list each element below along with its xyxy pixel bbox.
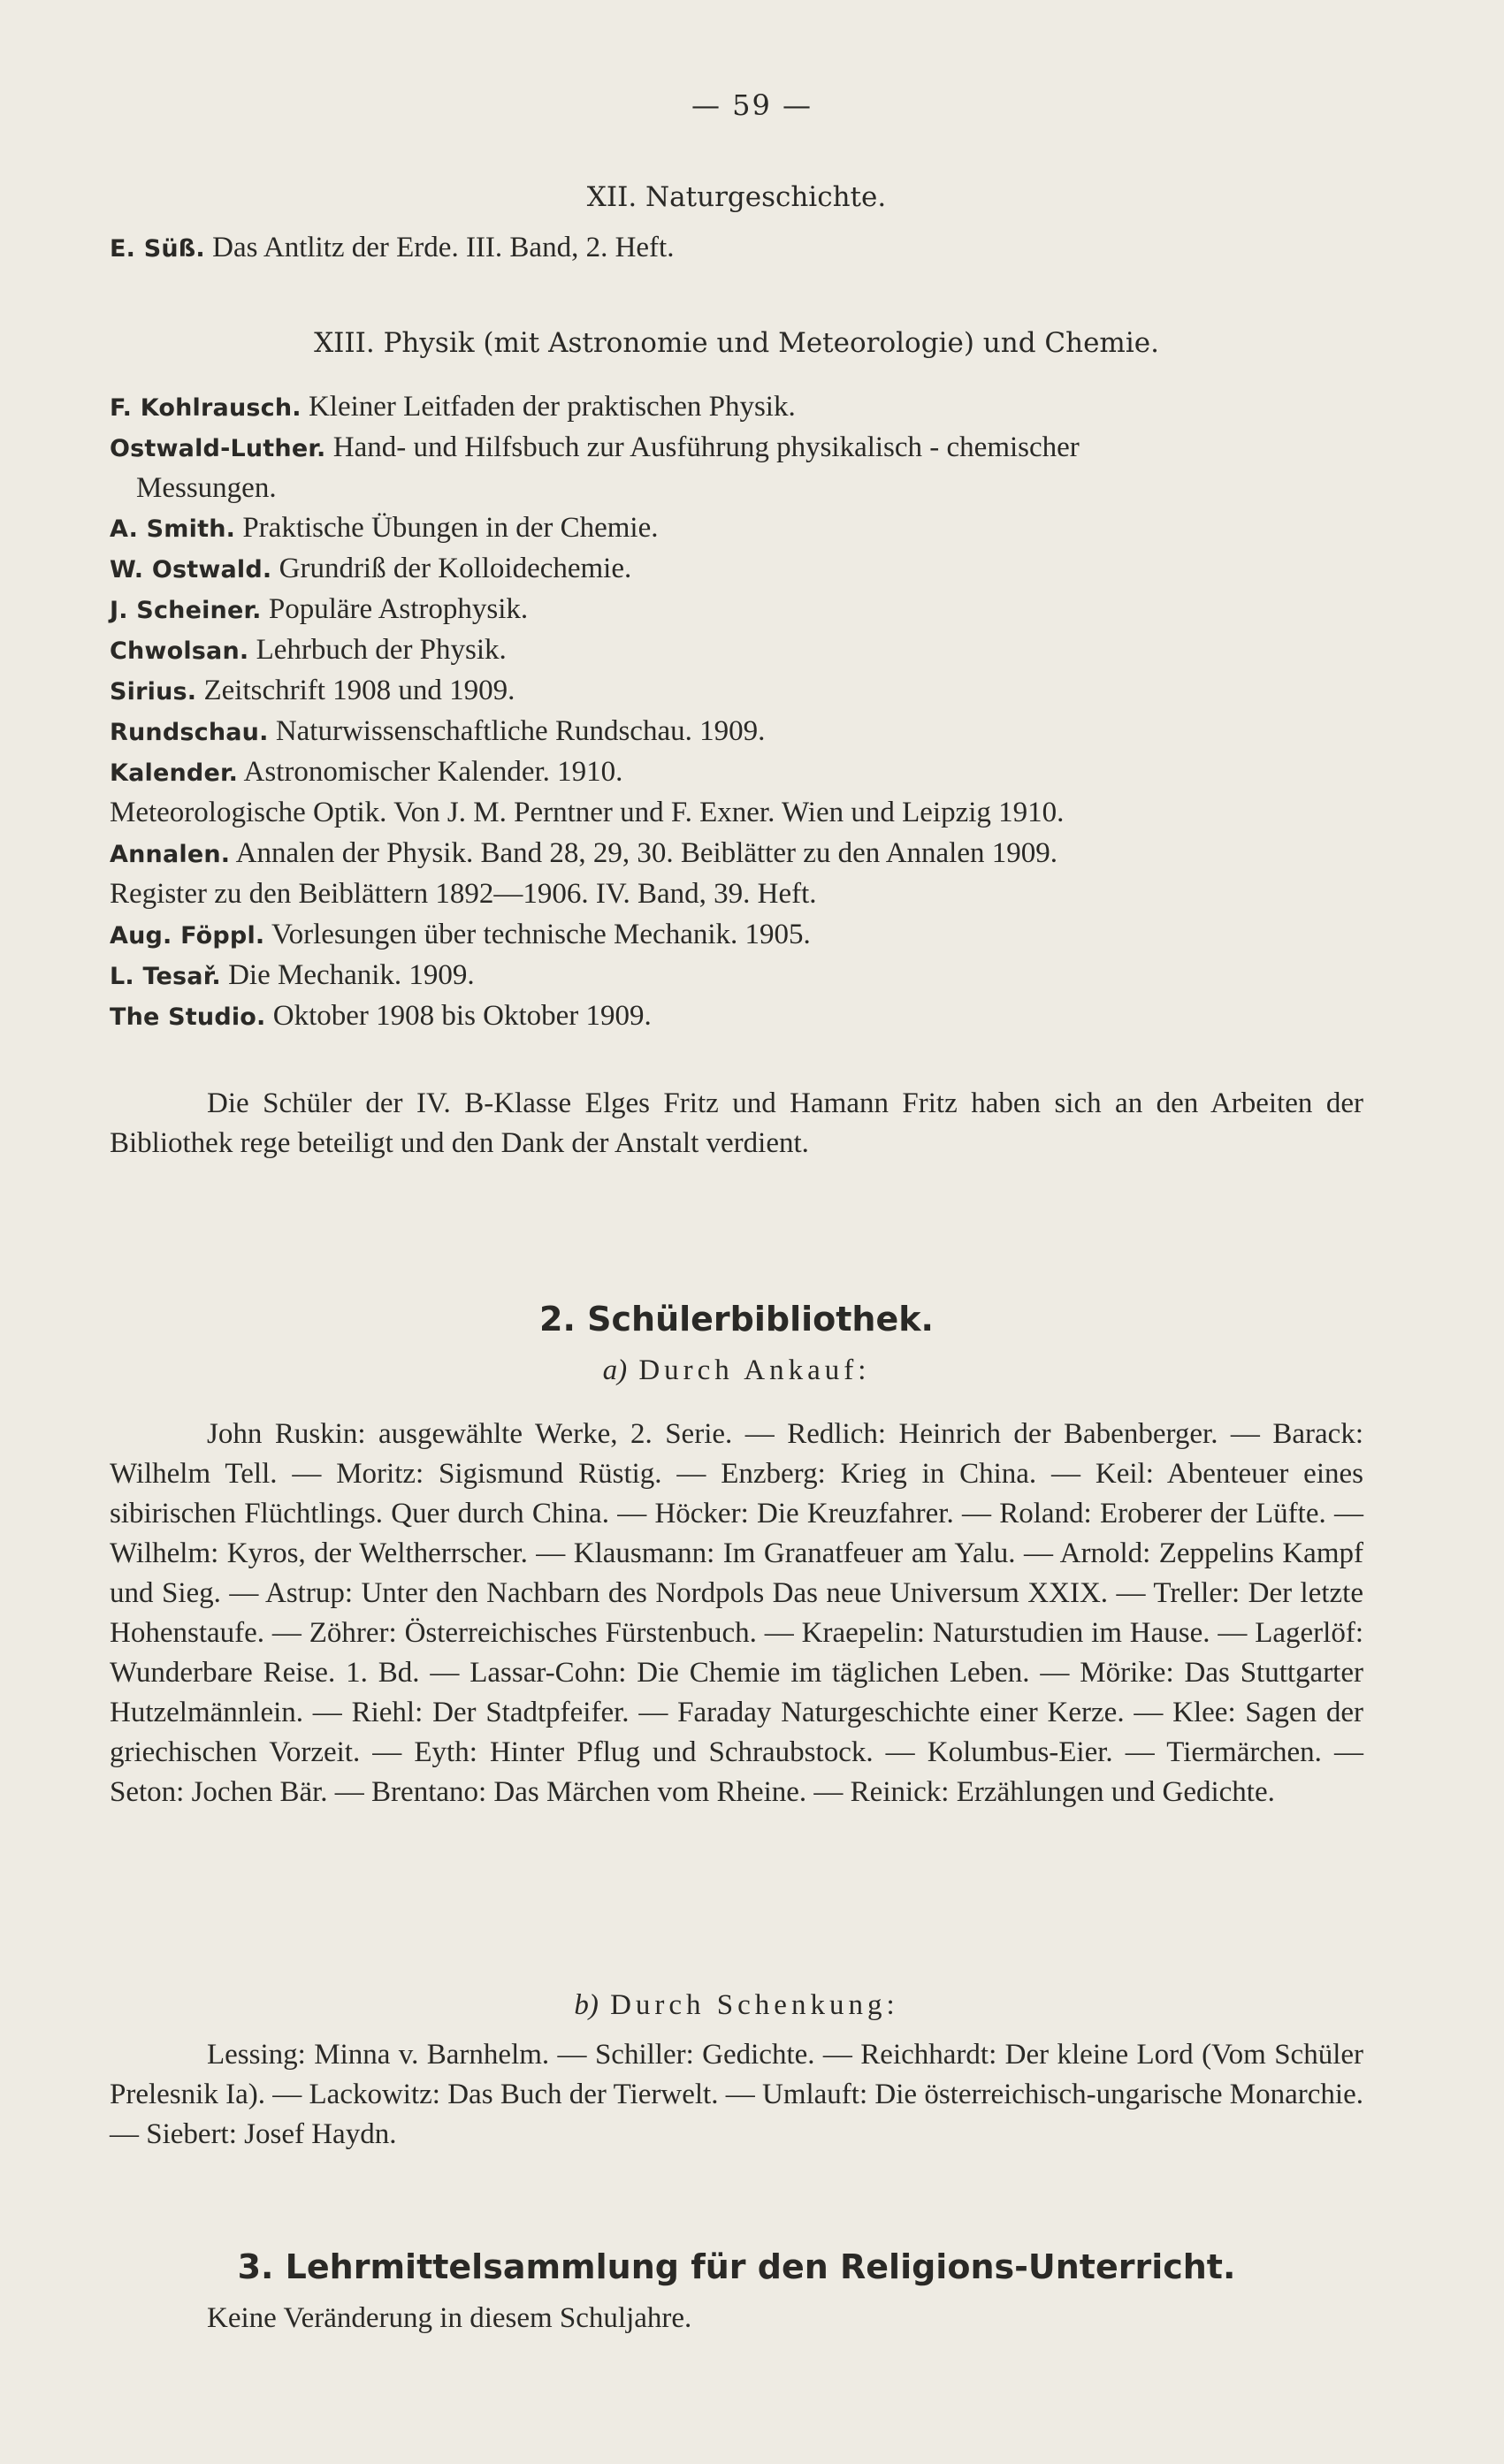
library-note — [110, 1084, 1363, 1163]
entry-text: Lehrbuch der Physik. — [248, 634, 507, 666]
entry-text: Grundriß der Kolloidechemie. — [271, 553, 632, 584]
subsection-b-heading — [110, 1989, 1363, 2022]
list-item — [110, 793, 1363, 834]
note-paragraph: Die Schüler der IV. B-Klasse Elges Fritz und Hamann Fritz haben sich an den Arbeiten der Bibliothek rege beteiligt und den Dank der Anstalt verdient. — [110, 1087, 1363, 1159]
entry-text: Naturwissenschaftliche Rundschau. 1909. — [268, 715, 766, 747]
entry-author: W. Ostwald. — [110, 556, 272, 584]
section-heading-3: 3. Lehrmittelsammlung für den Religions-Unterricht. — [237, 2247, 1236, 2286]
entry-text: Hand- und Hilfsbuch zur Ausführung physikalisch - chemischer — [325, 431, 1080, 463]
entry-text: Kleiner Leitfaden der praktischen Physik. — [301, 391, 796, 423]
entry-text: Zeitschrift 1908 und 1909. — [196, 675, 515, 706]
list-item — [110, 671, 1363, 712]
page-number: — 59 — — [691, 88, 813, 122]
entry-author: Kalender. — [110, 759, 239, 787]
entry-text: Register zu den Beiblättern 1892—1906. IV. Band, 39. Heft. — [110, 878, 817, 910]
entry-text: Meteorologische Optik. Von J. M. Perntner und F. Exner. Wien und Leipzig 1910. — [110, 797, 1065, 828]
entry-author: Chwolsan. — [110, 637, 249, 665]
entry-text: Vorlesungen über technische Mechanik. 1905. — [264, 919, 811, 950]
list-item — [110, 590, 1363, 630]
entry-text: Oktober 1908 bis Oktober 1909. — [265, 1000, 652, 1032]
entry-author: L. Tesař. — [110, 963, 221, 990]
list-item — [110, 549, 1363, 590]
entry-text: Astronomischer Kalender. 1910. — [238, 756, 623, 788]
section-heading-xii: XII. Naturgeschichte. — [586, 181, 887, 213]
subsection-b-title: Durch Schenkung: — [610, 1989, 899, 2021]
entry-author: Aug. Föppl. — [110, 922, 265, 950]
entry-author: Rundschau. — [110, 719, 269, 746]
subsection-a-body — [110, 1415, 1363, 1812]
physik-list — [110, 387, 1363, 1037]
subsection-a-title: Durch Ankauf: — [638, 1354, 871, 1386]
list-item — [110, 752, 1363, 793]
subsection-a-text: John Ruskin: ausgewählte Werke, 2. Serie. — Redlich: Heinrich der Babenberger. — Barack: Wilhelm Tell. — Moritz: Sigismund Rüstig. — Enzberg: Krieg in China. — Keil: Abenteuer eines sibirischen Flüchtlings. Quer durch China. — Höcker: Die Kreuzfahrer. — Roland: Eroberer der Lüfte. — Wilhelm: Kyros, der Weltherrscher. — Klausmann: Im Granatfeuer am Yalu. — Arnold: Zeppelins Kampf und Sieg. — Astrup: Unter den Nachbarn des Nordpols Das neue Universum XXIX. — Treller: Der letzte Hohenstaufe. — Zöhrer: Österreichisches Fürstenbuch. — Kraepelin: Naturstudien im Hause. — Lagerlöf: Wunderbare Reise. 1. Bd. — Lassar-Cohn: Die Chemie im täglichen Leben. — Mörike: Das Stuttgarter Hutzelmännlein. — Riehl: Der Stadtpfeifer. — Faraday Naturgeschichte einer Kerze. — Klee: Sagen der griechischen Vorzeit. — Eyth: Hinter Pflug und Schraubstock. — Kolumbus-Eier. — Tiermärchen. — Seton: Jochen Bär. — Brentano: Das Märchen vom Rheine. — Reinick: Erzählungen und Gedichte. — [110, 1418, 1363, 1808]
list-item — [110, 508, 1363, 549]
list-item — [110, 996, 1363, 1037]
entry-text: Das Antlitz der Erde. III. Band, 2. Heft. — [204, 232, 675, 263]
list-item — [110, 228, 1363, 269]
subsection-a-heading — [110, 1354, 1363, 1387]
section-heading-xiii: XIII. Physik (mit Astronomie und Meteorologie) und Chemie. — [314, 327, 1159, 359]
entry-text: Praktische Übungen in der Chemie. — [235, 512, 659, 544]
section-religion — [110, 2247, 1363, 2286]
list-item — [110, 834, 1363, 874]
entry-author: Ostwald-Luther. — [110, 435, 326, 462]
entry-author: J. Scheiner. — [110, 597, 262, 624]
list-item — [110, 956, 1363, 996]
section-physik — [110, 327, 1363, 359]
list-item — [110, 630, 1363, 671]
entry-author: A. Smith. — [110, 515, 236, 543]
entry-author: The Studio. — [110, 1003, 266, 1031]
section-3-text: Keine Veränderung in diesem Schuljahre. — [207, 2302, 692, 2334]
entry-text: Populäre Astrophysik. — [261, 593, 529, 625]
entry-continuation: Messungen. — [136, 472, 277, 504]
naturgeschichte-list — [110, 228, 1363, 269]
entry-author: Sirius. — [110, 678, 197, 706]
list-item — [110, 915, 1363, 956]
section-naturgeschichte — [110, 181, 1363, 213]
section-schuelerbibliothek — [110, 1300, 1363, 1339]
entry-author: Annalen. — [110, 841, 231, 868]
entry-text: Die Mechanik. 1909. — [220, 959, 475, 991]
list-item — [110, 712, 1363, 752]
list-item — [110, 387, 1363, 428]
section-heading-2: 2. Schülerbibliothek. — [539, 1300, 934, 1339]
subsection-a-label: a) — [602, 1354, 628, 1386]
list-item — [110, 428, 1363, 508]
subsection-b-body — [110, 2035, 1363, 2155]
subsection-b-text: Lessing: Minna v. Barnhelm. — Schiller: Gedichte. — Reichhardt: Der kleine Lord (Vom Schüler Prelesnik Ia). — Lackowitz: Das Buch der Tierwelt. — Umlauft: Die österreichisch-ungarische Monarchie. — Siebert: Josef Haydn. — [110, 2039, 1363, 2150]
list-item — [110, 874, 1363, 915]
subsection-b-label: b) — [574, 1989, 599, 2021]
section-religion-body — [110, 2299, 1363, 2338]
entry-text: Annalen der Physik. Band 28, 29, 30. Beiblätter zu den Annalen 1909. — [230, 837, 1057, 869]
entry-author: F. Kohlrausch. — [110, 394, 302, 422]
entry-author: E. Süß. — [110, 235, 205, 263]
